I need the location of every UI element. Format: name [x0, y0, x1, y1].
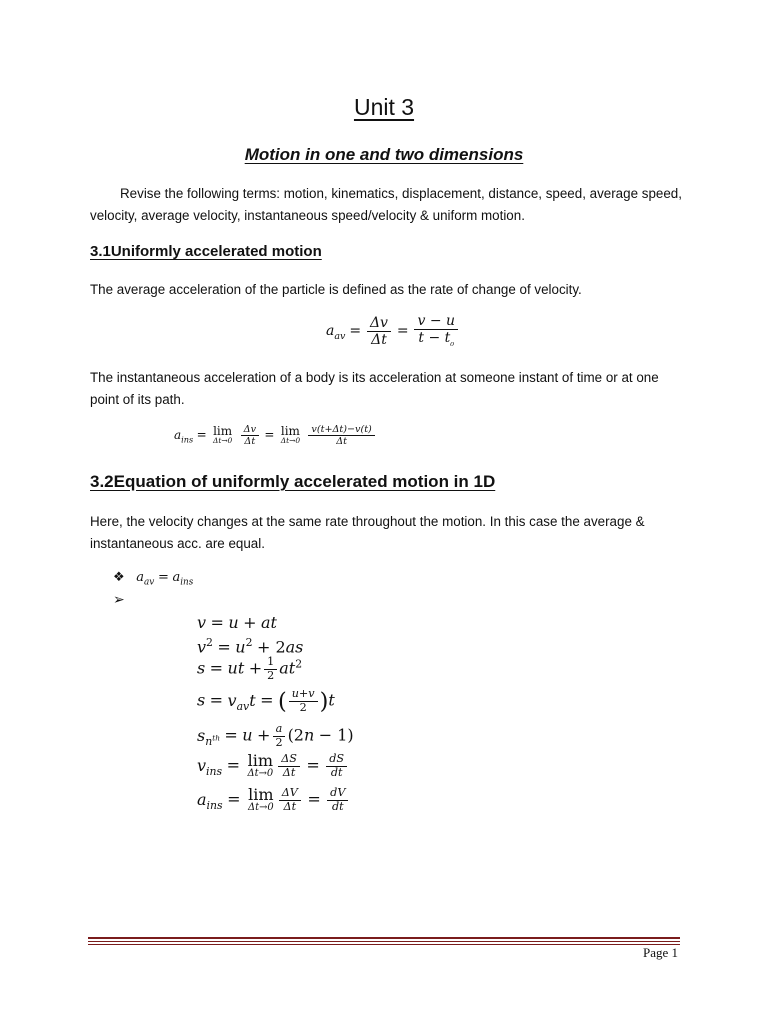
intro-paragraph: Revise the following terms: motion, kinematics, displacement, distance, speed, average speed, velocity, average velocity, instantaneous speed/velocity & uniform motion. [90, 186, 682, 223]
section-heading-3-2: 3.2Equation of uniformly accelerated motion in 1D [90, 472, 496, 491]
uniform-acceleration-text: Here, the velocity changes at the same rate throughout the motion. In this case the average & instantaneous acc. are equal. [90, 514, 645, 551]
equation-average-velocity: $s = v_{av}t$ = ( $\frac{u+v}{2}$ )t [197, 687, 335, 715]
equation-first: v = u + at [197, 613, 277, 632]
instantaneous-acceleration-formula: $a_{ins}$ = lim Δt→0 $\frac{\Delta v}{\Delta t}$ = lim Δt→0 $\frac{v(t+\Delta t)-v(t)}{\Delta t}$ [174, 424, 377, 447]
equation-nth-second: $s_{n^{th}} = u$ + $\frac{a}{2}$ (2n − 1) [197, 722, 354, 749]
bullet-item-average-equals-instantaneous: ❖ $a_{av} = a_{ins}$ [113, 569, 194, 588]
diamond-bullet-icon: ❖ [113, 569, 125, 584]
equation-instantaneous-acceleration: $a_{ins}$ = lim Δt→0 $\frac{\Delta V}{\Delta t}$ = $\frac{dV}{dt}$ [197, 787, 350, 814]
page-number: Page 1 [642, 945, 678, 960]
arrow-bullet-icon: ➢ [113, 591, 125, 607]
page-title: Unit 3 [353, 94, 415, 120]
average-acceleration-text: The average acceleration of the particle is defined as the rate of change of velocity. [90, 282, 582, 297]
footer-rule [88, 937, 680, 939]
average-acceleration-formula: $a_{av}$ = $\frac{\Delta v}{\Delta t}$ = $\frac{v - u}{t - t_{_0}}$ [326, 313, 460, 350]
section-heading-3-1: 3.1Uniformly accelerated motion [90, 243, 322, 260]
page-subtitle: Motion in one and two dimensions [244, 145, 524, 164]
equation-second: $v^2 = u^2 + 2as$ [197, 636, 304, 657]
equation-instantaneous-velocity: $v_{ins}$ = lim Δt→0 $\frac{\Delta S}{\Delta t}$ = $\frac{dS}{dt}$ [197, 753, 349, 780]
footer-rule-thin-lower [88, 944, 680, 945]
footer-rule-thin [88, 941, 680, 942]
equation-third: s = ut + $\frac{1}{2}$ $at^2$ [197, 655, 303, 682]
instantaneous-acceleration-text: The instantaneous acceleration of a body is its acceleration at someone instant of time or at one point of its path. [90, 370, 659, 407]
